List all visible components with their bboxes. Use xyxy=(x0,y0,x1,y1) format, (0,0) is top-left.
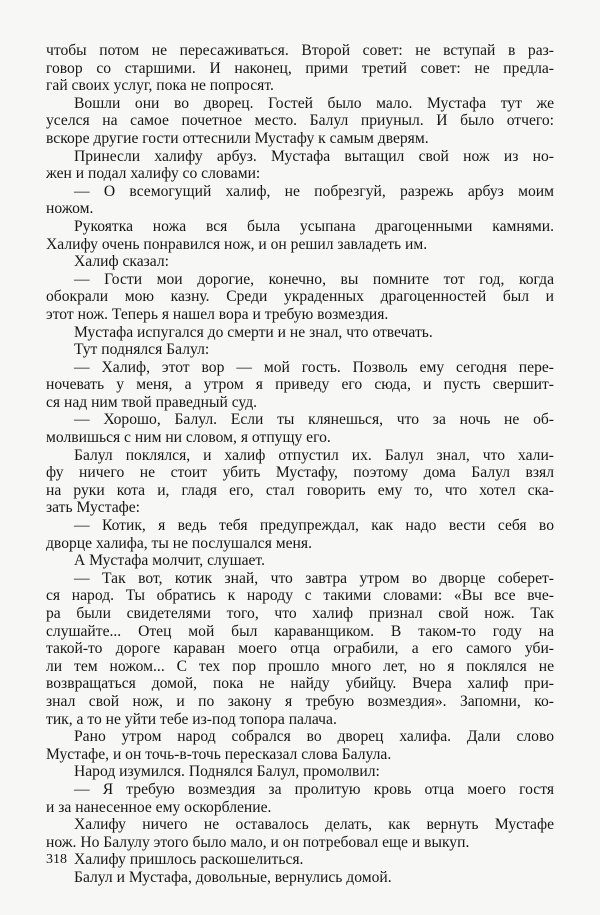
text-line: ся народ. Ты обратись к народу с такими словами: «Вы все вче- xyxy=(46,587,554,605)
text-line: Халифу ничего не оставалось делать, как вернуть Мустафе xyxy=(74,816,554,834)
text-line: гай своих услуг, пока не попросят. xyxy=(46,77,274,95)
text-line: Балул и Мустафа, довольные, вернулись домой. xyxy=(74,868,392,886)
text-line: ра были свидетелями того, что халиф признал свой нож. Так xyxy=(46,605,554,622)
text-line: вскоре другие гости оттеснили Мустафу к самым дверям. xyxy=(46,129,429,147)
text-line: Мустафа испугался до смерти и не знал, что отвечать. xyxy=(74,323,433,341)
text-line: ся над ним твой праведный суд. xyxy=(46,393,258,411)
text-line: Рукоятка ножа вся была усыпана драгоценными камнями. xyxy=(74,217,554,235)
text-line: жен и подал халифу со словами: xyxy=(46,165,261,183)
text-line: знал свой нож, и по закону я требую возмездия». Запомни, ко- xyxy=(46,692,554,710)
text-line: Народ изумился. Поднялся Балул, промолвил: xyxy=(74,763,380,781)
text-line: — Котик, я ведь тебя предупреждал, как надо вести себя во xyxy=(74,517,554,535)
text-line: — Я требую возмездия за пролитую кровь отца моего гостя xyxy=(74,780,554,798)
text-line: слушайте... Отец мой был караванщиком. В таком-то году на xyxy=(46,622,554,640)
text-line: такой-то дороге караван моего отца ограбили, а его самого уби- xyxy=(46,640,554,658)
text-line: и за нанесенное ему оскорбление. xyxy=(46,798,272,816)
text-line: — О всемогущий халиф, не побрезгуй, разрежь арбуз моим xyxy=(74,182,554,200)
text-line: этот нож. Теперь я нашел вора и требую возмездия. xyxy=(46,305,389,323)
text-line: Халифу пришлось раскошелиться. xyxy=(74,851,304,869)
text-line: Халифу очень понравился нож, и он решил завладеть им. xyxy=(46,235,428,253)
text-line: А Мустафа молчит, слушает. xyxy=(74,552,265,570)
text-line: дворце халифа, ты не послушался меня. xyxy=(46,534,312,552)
text-line: обокрали мою казну. Среди украденных драгоценностей был и xyxy=(46,288,554,306)
text-line: — Халиф, этот вор — мой гость. Позволь ему сегодня пере- xyxy=(74,358,554,376)
text-line: фу ничего не стоит убить Мустафу, поэтому дома Балул взял xyxy=(46,464,554,482)
text-line: нож. Но Балулу этого было мало, и он потребовал еще и выкуп. xyxy=(46,833,470,851)
text-line: зать Мустафе: xyxy=(46,499,140,517)
text-line: ли тем ножом... С тех пор прошло много лет, но я поклялся не xyxy=(46,657,554,675)
text-line: Балул поклялся, и халиф отпустил их. Балул знал, что хали- xyxy=(74,446,554,464)
text-line: — Гости мои дорогие, конечно, вы помните тот год, когда xyxy=(74,270,554,288)
text-line: говор со старшими. И наконец, прими третий совет: не предла- xyxy=(46,59,554,77)
text-line: Рано утром народ собрался во дворец халифа. Дали слово xyxy=(74,728,554,746)
text-line: — Так вот, котик знай, что завтра утром во дворце соберет- xyxy=(74,569,554,587)
text-line: — Хорошо, Балул. Если ты клянешься, что за ночь не об- xyxy=(74,411,554,429)
text-line: Тут поднялся Балул: xyxy=(74,341,210,359)
text-line: Мустафе, и он точь-в-точь пересказал слова Балула. xyxy=(46,745,392,763)
text-line: тик, а то не уйти тебе из-под топора палача. xyxy=(46,710,337,728)
text-line: ночевать у меня, а утром я приведу его сюда, и пусть свершит- xyxy=(46,376,554,394)
text-line: чтобы потом не пересаживаться. Второй совет: не вступай в раз- xyxy=(46,42,554,59)
text-line: уселся на самое почетное место. Балул приуныл. И было отчего: xyxy=(46,112,554,130)
text-line: Халиф сказал: xyxy=(74,253,169,271)
text-line: возвращаться домой, пока не найду убийцу. Вчера халиф при- xyxy=(46,675,554,693)
text-line: Вошли они во дворец. Гостей было мало. Мустафа тут же xyxy=(74,94,554,112)
text-line: на руки кота и, гладя его, стал говорить ему то, что хотел ска- xyxy=(46,481,554,499)
page-text xyxy=(46,42,554,887)
page-number: 318 xyxy=(46,852,67,867)
text-line: Принесли халифу арбуз. Мустафа вытащил свой нож из но- xyxy=(74,147,554,165)
text-line: молвишься с ним ни словом, я отпущу его. xyxy=(46,429,331,447)
text-line: ножом. xyxy=(46,200,94,218)
